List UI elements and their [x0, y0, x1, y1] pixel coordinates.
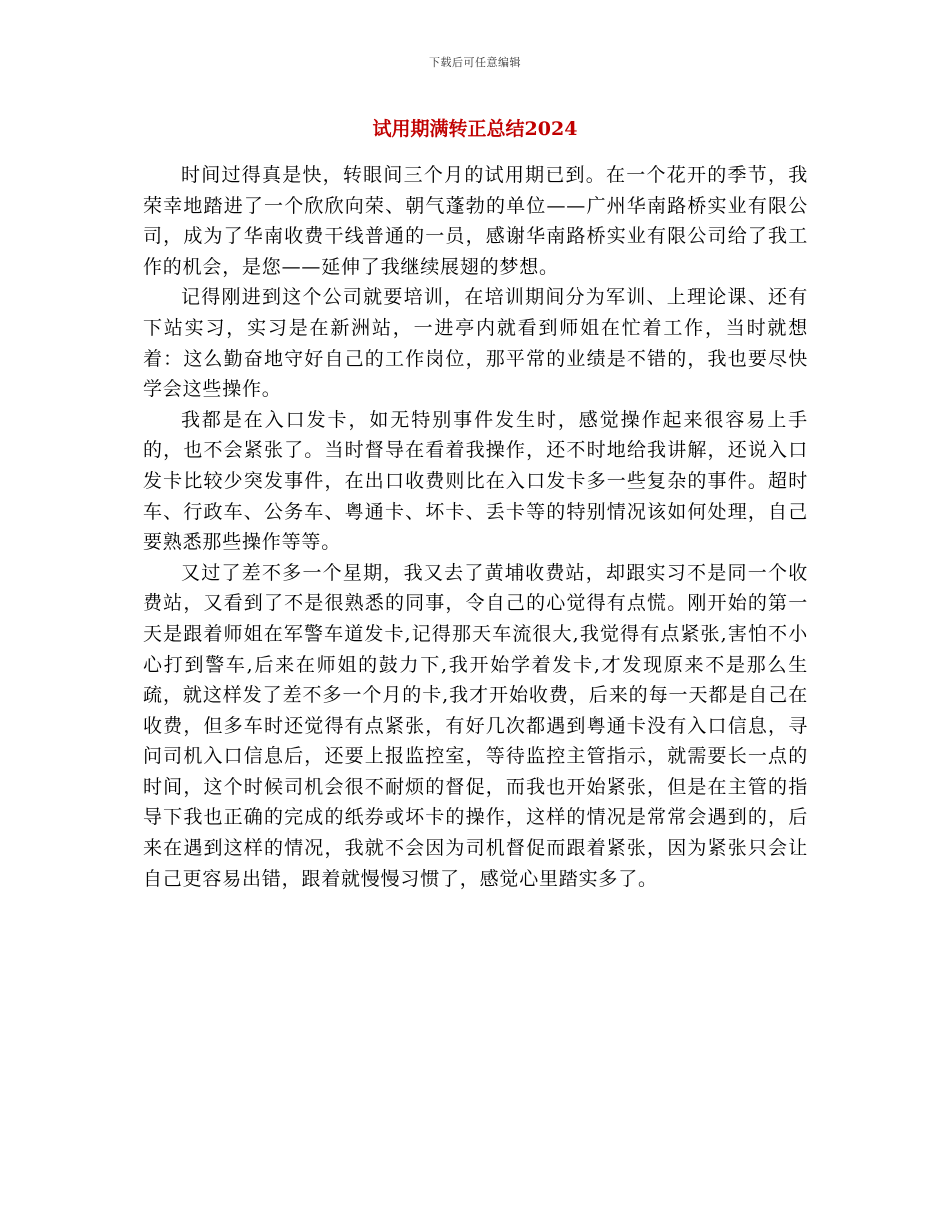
document-title: 试用期满转正总结2024 — [372, 118, 578, 140]
paragraph-4: 又过了差不多一个星期，我又去了黄埔收费站，却跟实习不是同一个收费站，又看到了不是很熟悉的同事，令自己的心觉得有点慌。刚开始的第一天是跟着师姐在军警车道发卡,记得那天车流很大,我觉得有点紧张,害怕不小心打到警车,后来在师姐的鼓力下,我开始学着发卡,才发现原来不是那么生疏，就这样发了差不多一个月的卡,我才开始收费，后来的每一天都是自己在收费，但多车时还觉得有点紧张，有好几次都遇到粤通卡没有入口信息，寻问司机入口信息后，还要上报监控室，等待监控主管指示，就需要长一点的时间，这个时候司机会很不耐烦的督促，而我也开始紧张，但是在主管的指导下我也正确的完成的纸券或坏卡的操作，这样的情况是常常会遇到的，后来在遇到这样的情况，我就不会因为司机督促而跟着紧张，因为紧张只会让自己更容易出错，跟着就慢慢习惯了，感觉心里踏实多了。 — [143, 561, 808, 890]
page-header-note: 下载后可任意编辑 — [429, 56, 521, 69]
paragraph-1: 时间过得真是快，转眼间三个月的试用期已到。在一个花开的季节，我荣幸地踏进了一个欣欣向荣、朝气蓬勃的单位——广州华南路桥实业有限公司，成为了华南收费干线普通的一员，感谢华南路桥实业有限公司给了我工作的机会，是您——延伸了我继续展翅的梦想。 — [143, 164, 808, 278]
paragraph-3: 我都是在入口发卡，如无特别事件发生时，感觉操作起来很容易上手的，也不会紧张了。当时督导在看着我操作，还不时地给我讲解，还说入口发卡比较少突发事件，在出口收费则比在入口发卡多一些复杂的事件。超时车、行政车、公务车、粤通卡、坏卡、丢卡等的特别情况该如何处理，自己要熟悉那些操作等等。 — [143, 408, 808, 554]
document-body — [143, 160, 808, 894]
paragraph-2: 记得刚进到这个公司就要培训，在培训期间分为军训、上理论课、还有下站实习，实习是在新洲站，一进亭内就看到师姐在忙着工作，当时就想着：这么勤奋地守好自己的工作岗位，那平常的业绩是不错的，我也要尽快学会这些操作。 — [143, 286, 808, 401]
